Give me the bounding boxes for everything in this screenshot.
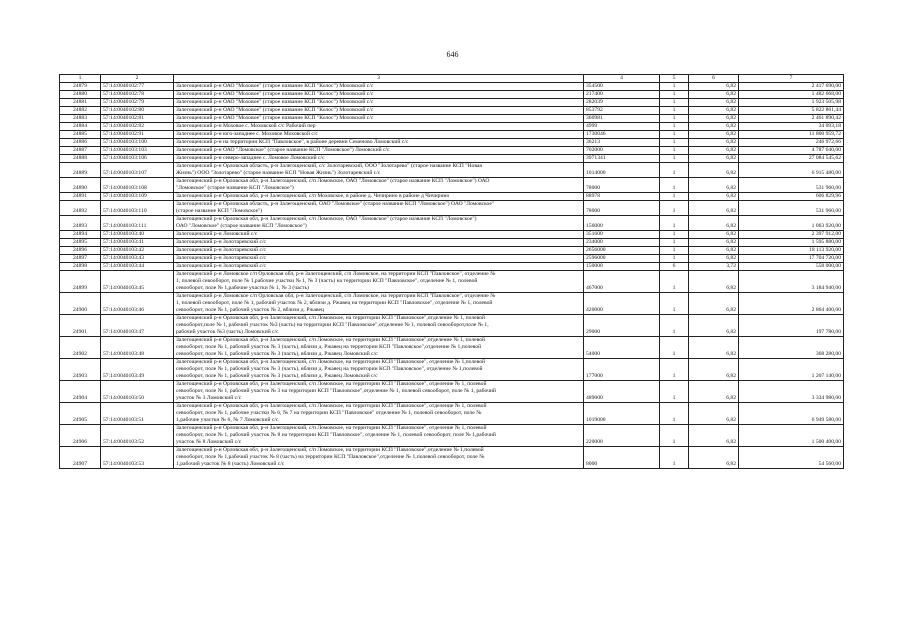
description-line: участок № 8 Ломовский с/с <box>176 439 242 445</box>
land-registry-table <box>59 74 844 469</box>
description-line: Залегощенский р-н Золотаревский с/с <box>176 263 267 269</box>
column-header: 2 <box>101 75 174 83</box>
cadastral-value-cell: 18 113 920,00 <box>739 247 844 255</box>
count-cell: 6 <box>660 263 689 271</box>
location-description-cell <box>174 247 584 255</box>
row-number-cell: 24887 <box>60 147 101 155</box>
cadastral-number-cell: 57:14:0040102:78 <box>101 91 174 99</box>
count-cell: 1 <box>660 91 689 99</box>
description-line: Жизнь") ООО "Золотарево" (старое название КСП "Новая Жизнь") Золотаревский с/с <box>176 170 381 176</box>
description-line: Залегощенский р-н Золотаревский с/с <box>176 239 267 245</box>
table-row <box>60 193 844 201</box>
table-row <box>60 263 844 271</box>
description-line: 1,рабочий участок № 8 (часть) Ломовский с/с <box>176 461 285 467</box>
row-number-cell: 24889 <box>60 163 101 178</box>
row-number-cell: 24907 <box>60 447 101 469</box>
cadastral-number-cell: 57:14:0040102:91 <box>101 131 174 139</box>
count-cell: 1 <box>660 337 689 359</box>
area-cell: 853792 <box>584 107 660 115</box>
table-row <box>60 163 844 178</box>
location-description-cell <box>174 403 584 425</box>
row-number-cell: 24893 <box>60 216 101 231</box>
row-number-cell: 24892 <box>60 201 101 216</box>
rate-cell: 6,82 <box>689 271 739 293</box>
table-row <box>60 293 844 315</box>
area-cell: 4999 <box>584 123 660 131</box>
count-cell: 1 <box>660 381 689 403</box>
rate-cell: 6,82 <box>689 201 739 216</box>
area-cell: 360981 <box>584 115 660 123</box>
description-line: Залегощенский р-н ОАО "Моховое" (старое название КСП "Колос") Моховской с/с <box>176 107 374 113</box>
area-cell: 78000 <box>584 178 660 193</box>
description-line: Залегощенский р-н на территории КСП "Павловское", в районе деревни Семеново Ломовский с/с <box>176 139 409 145</box>
description-line: Залегощенский р-н Ломовское с/п Орловская обл, р-н Залегощенский, с/п Ломовское, на территории КСП "Павловское", отделение № <box>176 293 496 299</box>
table-row <box>60 91 844 99</box>
cadastral-number-cell: 57:14:0040103:46 <box>101 293 174 315</box>
cadastral-value-cell: 3 184 940,00 <box>739 271 844 293</box>
column-header: 1 <box>60 75 101 83</box>
table-row <box>60 83 844 91</box>
row-number-cell: 24886 <box>60 139 101 147</box>
location-description-cell <box>174 123 584 131</box>
area-cell: 351600 <box>584 231 660 239</box>
count-cell: 1 <box>660 201 689 216</box>
location-description-cell <box>174 381 584 403</box>
description-line: Залегощенский р-н Орловская обл, р-н Залегощенский, с/п Ломовское, ОАО "Ломовское" (старое название КСП "Ломовское") <box>176 216 477 222</box>
row-number-cell: 24896 <box>60 247 101 255</box>
area-cell: 1730046 <box>584 131 660 139</box>
rate-cell: 6,82 <box>689 163 739 178</box>
count-cell: 1 <box>660 425 689 447</box>
description-line: Залегощенский р-н Орловская обл, р-н Залегощенский, с/п Ломовское, на территории КСП "Павловское",отделение № 1,полевой <box>176 447 484 453</box>
rate-cell: 6,82 <box>689 247 739 255</box>
table-row <box>60 139 844 147</box>
cadastral-number-cell: 57:14:0040103:42 <box>101 247 174 255</box>
header-row <box>60 75 844 83</box>
area-cell: 78000 <box>584 201 660 216</box>
description-line: севооборот, поле № 1, рабочий участок № 3 (часть), вблизи д. Ржавец Ломовский с/с <box>176 373 378 379</box>
location-description-cell <box>174 271 584 293</box>
description-line: севооборот, поле № 1, рабочий участок № 3 на территории КСП "Павловское",отделение № 1, полевой севооборот, поле № 1, рабочий <box>176 388 496 394</box>
count-cell: 1 <box>660 131 689 139</box>
cadastral-value-cell: 1 482 668,00 <box>739 91 844 99</box>
area-cell: 54000 <box>584 337 660 359</box>
count-cell: 1 <box>660 107 689 115</box>
rate-cell: 6,82 <box>689 447 739 469</box>
count-cell: 1 <box>660 123 689 131</box>
area-cell: 1019000 <box>584 403 660 425</box>
count-cell: 1 <box>660 99 689 107</box>
rate-cell: 6,82 <box>689 255 739 263</box>
column-header: 4 <box>584 75 660 83</box>
count-cell: 1 <box>660 231 689 239</box>
cadastral-value-cell: 531 960,00 <box>739 178 844 193</box>
row-number-cell: 24885 <box>60 131 101 139</box>
cadastral-number-cell: 57:14:0040103:48 <box>101 337 174 359</box>
location-description-cell <box>174 359 584 381</box>
cadastral-value-cell: 1 923 505,98 <box>739 99 844 107</box>
description-line: 1, полевой севооборот, поле № 1,рабочие участки № 1, № 3 (часть) на территории КСП "Павловское", отделение № 1, полевой <box>176 278 478 284</box>
row-number-cell: 24891 <box>60 193 101 201</box>
cadastral-number-cell: 57:14:0040103:45 <box>101 271 174 293</box>
cadastral-number-cell: 57:14:0040102:77 <box>101 83 174 91</box>
description-line: Залегощенский р-н Ломовский с/с <box>176 231 258 237</box>
cadastral-number-cell: 57:14:0040103:52 <box>101 425 174 447</box>
rate-cell: 6,82 <box>689 99 739 107</box>
table-row <box>60 247 844 255</box>
table-row <box>60 315 844 337</box>
area-cell: 354500 <box>584 83 660 91</box>
rate-cell: 6,82 <box>689 91 739 99</box>
table-row <box>60 447 844 469</box>
table-row <box>60 147 844 155</box>
cadastral-number-cell: 57:14:0040103:103 <box>101 147 174 155</box>
description-line: Залегощенский р-н Орловская область, р-н Залегощенский, с/с Золотаревский, ООО "Золотарево" (старое название КСП "Новая <box>176 163 482 169</box>
count-cell: 1 <box>660 447 689 469</box>
table-row <box>60 115 844 123</box>
row-number-cell: 24880 <box>60 91 101 99</box>
description-line: ОАО "Ломовское" (старое название КСП "Ломовское") <box>176 223 307 229</box>
description-line: Залегощенский р-н Орловская обл, р-н Залегощенский, с/п Ломовское, ОАО "Ломовское" (старое название КСП "Ломовское") ОАО <box>176 178 490 184</box>
rate-cell: 6,82 <box>689 231 739 239</box>
description-line: Залегощенский р-н Орловская обл, р-н Залегощенский, с/п Ломовское, на территории КСП "Павловское",отделение № 1, полевой <box>176 315 486 321</box>
description-line: Залегощенский р-н Моховое с. Моховской с/с Рабочий пер <box>176 123 316 129</box>
description-line: участок № 3 Ломовский с/с <box>176 395 242 401</box>
description-line: Залегощенский р-н ОАО "Моховое" (старое название КСП "Колос") Моховской с/с <box>176 91 374 97</box>
count-cell: 1 <box>660 147 689 155</box>
description-line: севооборот, поле № 1, рабочий участок № 3 (часть), вблизи д. Ржавец на территории КСП "Павловское",отделение № 1,полевой <box>176 344 482 350</box>
cadastral-number-cell: 57:14:0040103:109 <box>101 193 174 201</box>
area-cell: 156000 <box>584 216 660 231</box>
description-line: Залегощенский р-н ОАО "Моховое" (старое название КСП "Колос") Моховской с/с <box>176 115 374 121</box>
description-line: Залегощенский р-н Орловская область, р-н Залегощенский, ОАО "Ломовское" (старое название КСП "Ломовское") ОАО "Ломовское" <box>176 201 495 207</box>
cadastral-value-cell: 2 461 890,42 <box>739 115 844 123</box>
cadastral-number-cell: 57:14:0040103:50 <box>101 381 174 403</box>
rate-cell: 3,72 <box>689 263 739 271</box>
row-number-cell: 24906 <box>60 425 101 447</box>
cadastral-value-cell: 6 949 580,00 <box>739 403 844 425</box>
description-line: "Ломовское" (старое название КСП "Ломовское") <box>176 185 294 191</box>
rate-cell: 6,82 <box>689 115 739 123</box>
cadastral-number-cell: 57:14:0040102:80 <box>101 107 174 115</box>
location-description-cell <box>174 239 584 247</box>
count-cell: 1 <box>660 193 689 201</box>
location-description-cell <box>174 99 584 107</box>
description-line: Залегощенский р-н Орловская обл, р-н Залегощенский, с/п Моховское, в районе д. Чичирино в районе д Чичирино <box>176 193 450 199</box>
area-cell: 420000 <box>584 293 660 315</box>
location-description-cell <box>174 83 584 91</box>
cadastral-number-cell: 57:14:0040103:107 <box>101 163 174 178</box>
table-row <box>60 216 844 231</box>
row-number-cell: 24888 <box>60 155 101 163</box>
cadastral-value-cell: 3 334 980,00 <box>739 381 844 403</box>
rate-cell: 6,82 <box>689 293 739 315</box>
table-row <box>60 403 844 425</box>
area-cell: 150000 <box>584 263 660 271</box>
description-line: (старое название КСП "Ломовское") <box>176 208 263 214</box>
row-number-cell: 24901 <box>60 315 101 337</box>
rate-cell: 6,82 <box>689 147 739 155</box>
rate-cell: 6,82 <box>689 107 739 115</box>
rate-cell: 6,82 <box>689 381 739 403</box>
rate-cell: 6,82 <box>689 403 739 425</box>
description-line: Залегощенский р-н ОАО "Моховое" (старое название КСП "Колос") Моховской с/с <box>176 99 374 105</box>
location-description-cell <box>174 131 584 139</box>
table-row <box>60 255 844 263</box>
description-line: Залегощенский р-н Орловская обл, р-н Залегощенский, с/п Ломовское, на территории КСП "Павловское", отделение № 1, полевой <box>176 425 487 431</box>
location-description-cell <box>174 107 584 115</box>
cadastral-value-cell: 6 915 480,00 <box>739 163 844 178</box>
description-line: Залегощенский р-н Орловская обл, р-н Залегощенский, с/п Ломовское, на территории КСП "Павловское", отделение № 1, полевой <box>176 381 487 387</box>
cadastral-value-cell: 368 280,00 <box>739 337 844 359</box>
area-cell: 3971341 <box>584 155 660 163</box>
location-description-cell <box>174 255 584 263</box>
table-row <box>60 359 844 381</box>
area-cell: 177000 <box>584 359 660 381</box>
row-number-cell: 24890 <box>60 178 101 193</box>
cadastral-value-cell: 2 397 912,00 <box>739 231 844 239</box>
table-row <box>60 155 844 163</box>
page-number: 646 <box>446 50 459 59</box>
table-row <box>60 231 844 239</box>
location-description-cell <box>174 293 584 315</box>
rate-cell: 6,82 <box>689 359 739 381</box>
location-description-cell <box>174 447 584 469</box>
description-line: Залегощенский р-н Ломовское с/п Орловская обл, р-н Залегощенский, с/п Ломовское, на территории КСП "Павловское", отделение № <box>176 271 496 277</box>
cadastral-number-cell: 57:14:0040103:40 <box>101 231 174 239</box>
area-cell: 2656000 <box>584 247 660 255</box>
table-row <box>60 201 844 216</box>
count-cell: 1 <box>660 255 689 263</box>
area-cell: 2596000 <box>584 255 660 263</box>
table-row <box>60 178 844 193</box>
rate-cell: 6,82 <box>689 139 739 147</box>
area-cell: 1014000 <box>584 163 660 178</box>
rate-cell: 6,82 <box>689 337 739 359</box>
row-number-cell: 24884 <box>60 123 101 131</box>
rate-cell: 6,82 <box>689 123 739 131</box>
description-line: севооборот, поле № 1, рабочий участок № 8 на территории КСП "Павловское", отделение № 1, полевой севооборот, поле № 1,рабочий <box>176 432 496 438</box>
row-number-cell: 24882 <box>60 107 101 115</box>
column-header: 7 <box>739 75 844 83</box>
cadastral-value-cell: 531 960,00 <box>739 201 844 216</box>
cadastral-number-cell: 57:14:0040103:108 <box>101 178 174 193</box>
count-cell: 1 <box>660 315 689 337</box>
cadastral-number-cell: 57:14:0040103:49 <box>101 359 174 381</box>
cadastral-number-cell: 57:14:0040103:44 <box>101 263 174 271</box>
row-number-cell: 24905 <box>60 403 101 425</box>
cadastral-number-cell: 57:14:0040103:51 <box>101 403 174 425</box>
cadastral-number-cell: 57:14:0040103:47 <box>101 315 174 337</box>
table-row <box>60 337 844 359</box>
table-row <box>60 239 844 247</box>
location-description-cell <box>174 115 584 123</box>
description-line: Залегощенский р-н Орловская обл, р-н Залегощенский, с/п Ломовское, на территории КСП "Павловское", отделение № 1,полевой <box>176 359 486 365</box>
description-line: Залегощенский р-н Золотаревский с/с <box>176 255 267 261</box>
cadastral-number-cell: 57:14:0040102:79 <box>101 99 174 107</box>
count-cell: 1 <box>660 163 689 178</box>
count-cell: 1 <box>660 271 689 293</box>
description-line: Залегощенский р-н Орловская обл, р-н Залегощенский, с/п Ломовское, на территории КСП "Павловское",отделение № 1, полевой <box>176 337 486 343</box>
description-line: Залегощенский р-н юго-западнее с. Моховое Моховской с/с <box>176 131 318 137</box>
description-line: севооборот, поле № 1, рабочий участок № 3 (часть), вблизи д. Ржавец Ломовский с/с <box>176 351 378 357</box>
column-header: 6 <box>689 75 739 83</box>
table-row <box>60 107 844 115</box>
description-line: Залегощенский р-н ОАО "Ломовское" (старое название КСП "Ломовское") Ломовский с/с <box>176 147 390 153</box>
column-header: 3 <box>174 75 584 83</box>
cadastral-value-cell: 4 787 640,00 <box>739 147 844 155</box>
row-number-cell: 24900 <box>60 293 101 315</box>
location-description-cell <box>174 193 584 201</box>
cadastral-number-cell: 57:14:0040103:53 <box>101 447 174 469</box>
row-number-cell: 24897 <box>60 255 101 263</box>
cadastral-value-cell: 1 595 880,00 <box>739 239 844 247</box>
cadastral-value-cell: 197 780,00 <box>739 315 844 337</box>
area-cell: 234000 <box>584 239 660 247</box>
table-row <box>60 271 844 293</box>
row-number-cell: 24894 <box>60 231 101 239</box>
location-description-cell <box>174 263 584 271</box>
cadastral-value-cell: 5 822 861,44 <box>739 107 844 115</box>
column-header: 5 <box>660 75 689 83</box>
count-cell: 1 <box>660 293 689 315</box>
row-number-cell: 24902 <box>60 337 101 359</box>
location-description-cell <box>174 337 584 359</box>
description-line: Залегощенский р-н Золотаревский с/с <box>176 247 267 253</box>
description-line: Залегощенский р-н ОАО "Моховое" (старое название КСП "Колос") Моховской с/с <box>176 83 374 89</box>
rate-cell: 6,82 <box>689 155 739 163</box>
location-description-cell <box>174 231 584 239</box>
location-description-cell <box>174 155 584 163</box>
count-cell: 1 <box>660 216 689 231</box>
area-cell: 8000 <box>584 447 660 469</box>
rate-cell: 6,82 <box>689 178 739 193</box>
description-line: Залегощенский р-н Орловская обл, р-н Залегощенский, с/п Ломовское, на территории КСП "Павловское", отделение № 1, полевой <box>176 403 487 409</box>
area-cell: 220000 <box>584 425 660 447</box>
row-number-cell: 24879 <box>60 83 101 91</box>
table-row <box>60 123 844 131</box>
cadastral-number-cell: 57:14:0040103:106 <box>101 155 174 163</box>
area-cell: 29000 <box>584 315 660 337</box>
rate-cell: 6,82 <box>689 315 739 337</box>
description-line: севооборот, поле № 1, рабочий участок № 2, вблизи д. Ржавец <box>176 307 324 313</box>
cadastral-number-cell: 57:14:0040103:43 <box>101 255 174 263</box>
area-cell: 467000 <box>584 271 660 293</box>
cadastral-number-cell: 57:14:0040102:82 <box>101 123 174 131</box>
row-number-cell: 24904 <box>60 381 101 403</box>
rate-cell: 6,82 <box>689 216 739 231</box>
description-line: севооборот, поле № 1, рабочие участки № 6, № 7 на территории КСП "Павловское" отделение № 1, полевой севооборот, поле № <box>176 410 482 416</box>
cadastral-value-cell: 54 560,00 <box>739 447 844 469</box>
cadastral-value-cell: 11 800 959,72 <box>739 131 844 139</box>
rate-cell: 6,82 <box>689 83 739 91</box>
cadastral-value-cell: 1 207 140,00 <box>739 359 844 381</box>
description-line: Залегощенский р-н северо-западнее с. Ломовое Ломовский с/с <box>176 155 325 161</box>
description-line: севооборот, поле № 1,рабочие участки № 1, № 3 (часть) <box>176 285 309 291</box>
cadastral-value-cell: 246 972,66 <box>739 139 844 147</box>
rate-cell: 6,82 <box>689 193 739 201</box>
description-line: 1, полевой севооборот, поле № 1, рабочий участок № 2, вблизи д. Ржавец на территории КСП "Павловское", отделение № 1, полевой <box>176 300 493 306</box>
count-cell: 1 <box>660 359 689 381</box>
cadastral-value-cell: 1 500 400,00 <box>739 425 844 447</box>
area-cell: 282039 <box>584 99 660 107</box>
count-cell: 1 <box>660 178 689 193</box>
count-cell: 1 <box>660 139 689 147</box>
location-description-cell <box>174 163 584 178</box>
area-cell: 702000 <box>584 147 660 155</box>
rate-cell: 6,82 <box>689 131 739 139</box>
table-row <box>60 131 844 139</box>
description-line: севооборот,поле № 1, рабочий участок №3 (часть) на территории КСП "Павловское",отделение № 1, полевой севооборот,поле № 1, <box>176 322 489 328</box>
table-row <box>60 99 844 107</box>
cadastral-value-cell: 27 084 545,62 <box>739 155 844 163</box>
location-description-cell <box>174 91 584 99</box>
count-cell: 1 <box>660 403 689 425</box>
cadastral-value-cell: 2 417 690,00 <box>739 83 844 91</box>
area-cell: 88978 <box>584 193 660 201</box>
cadastral-number-cell: 57:14:0040102:81 <box>101 115 174 123</box>
location-description-cell <box>174 178 584 193</box>
cadastral-value-cell: 34 093,18 <box>739 123 844 131</box>
count-cell: 1 <box>660 83 689 91</box>
cadastral-value-cell: 2 864 400,00 <box>739 293 844 315</box>
table-row <box>60 381 844 403</box>
rate-cell: 6,82 <box>689 239 739 247</box>
row-number-cell: 24903 <box>60 359 101 381</box>
description-line: севооборот, поле № 1,рабочий участок № 8 (часть) на территории КСП "Павловское",отделение № 1,полевой севооборот, поле № <box>176 454 485 460</box>
description-line: рабочий участок №3 (часть) Ломовский с/с <box>176 329 279 335</box>
description-line: севооборот, поле № 1, рабочий участок № 3 (часть), вблизи д. Ржавец на территории КСП "Павловское", отделение № 1,полевой <box>176 366 483 372</box>
location-description-cell <box>174 139 584 147</box>
rate-cell: 6,82 <box>689 425 739 447</box>
count-cell: 1 <box>660 239 689 247</box>
cadastral-value-cell: 558 000,00 <box>739 263 844 271</box>
cadastral-value-cell: 17 704 720,00 <box>739 255 844 263</box>
cadastral-number-cell: 57:14:0040103:100 <box>101 139 174 147</box>
table-row <box>60 425 844 447</box>
area-cell: 36213 <box>584 139 660 147</box>
location-description-cell <box>174 315 584 337</box>
cadastral-number-cell: 57:14:0040103:110 <box>101 201 174 216</box>
area-cell: 489000 <box>584 381 660 403</box>
cadastral-value-cell: 1 063 920,00 <box>739 216 844 231</box>
count-cell: 1 <box>660 155 689 163</box>
row-number-cell: 24898 <box>60 263 101 271</box>
location-description-cell <box>174 201 584 216</box>
cadastral-value-cell: 606 829,96 <box>739 193 844 201</box>
count-cell: 1 <box>660 247 689 255</box>
row-number-cell: 24899 <box>60 271 101 293</box>
cadastral-number-cell: 57:14:0040103:41 <box>101 239 174 247</box>
cadastral-number-cell: 57:14:0040103:111 <box>101 216 174 231</box>
area-cell: 217400 <box>584 91 660 99</box>
location-description-cell <box>174 425 584 447</box>
location-description-cell <box>174 216 584 231</box>
description-line: 1,рабочие участки № 6, № 7 Ломовский с/с <box>176 417 279 423</box>
row-number-cell: 24895 <box>60 239 101 247</box>
row-number-cell: 24881 <box>60 99 101 107</box>
count-cell: 1 <box>660 115 689 123</box>
row-number-cell: 24883 <box>60 115 101 123</box>
location-description-cell <box>174 147 584 155</box>
